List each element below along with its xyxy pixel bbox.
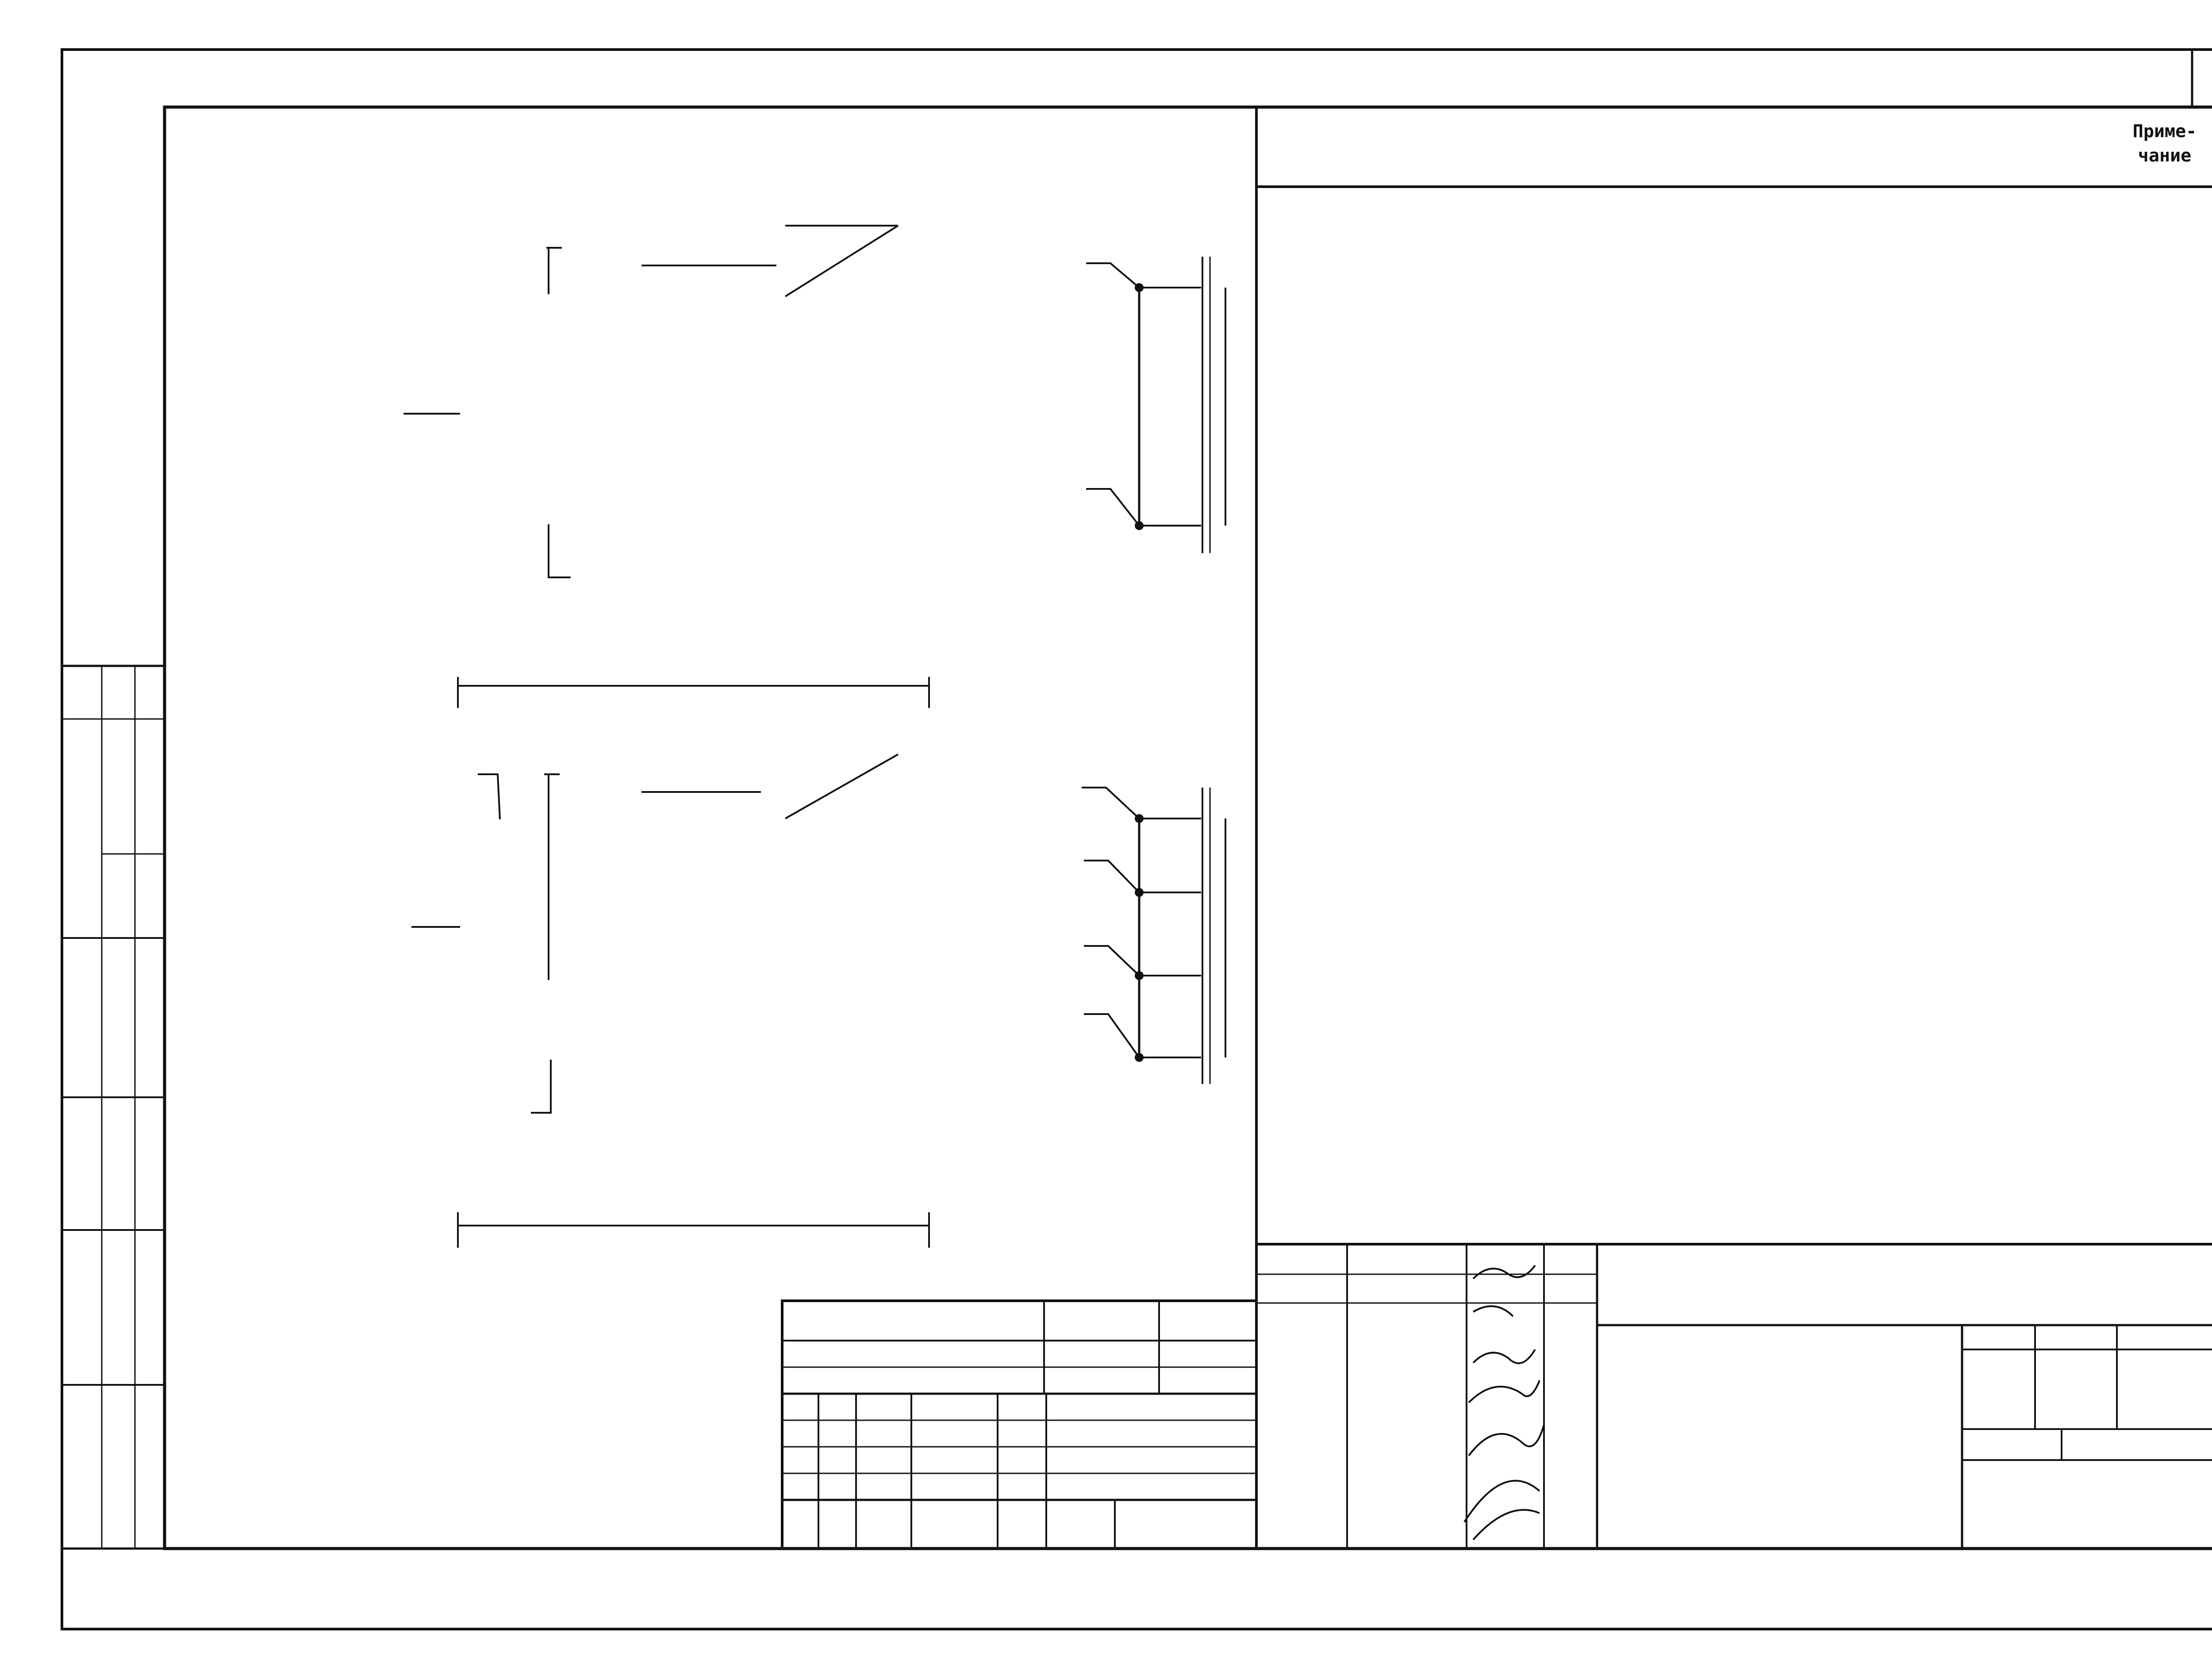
- spec-headers: [2133, 121, 2197, 166]
- spec-table: [1256, 107, 2212, 1244]
- frame-k125-elevation: [403, 226, 929, 708]
- mass-table: [782, 1301, 1256, 1549]
- spec-header-note: Приме-: [2132, 121, 2197, 142]
- spec-header-note-2: чание: [2138, 146, 2192, 166]
- title-block: [1256, 1244, 2212, 1549]
- left-stamp: [62, 666, 165, 1549]
- inner-frame: [165, 107, 2212, 1549]
- signature-scribble: [1464, 1265, 1544, 1540]
- page-number-box: [2192, 50, 2212, 107]
- frame-k126-section: [1082, 788, 1225, 1084]
- frame-k125-section: [1086, 257, 1225, 553]
- frame-k126-elevation: [411, 754, 929, 1248]
